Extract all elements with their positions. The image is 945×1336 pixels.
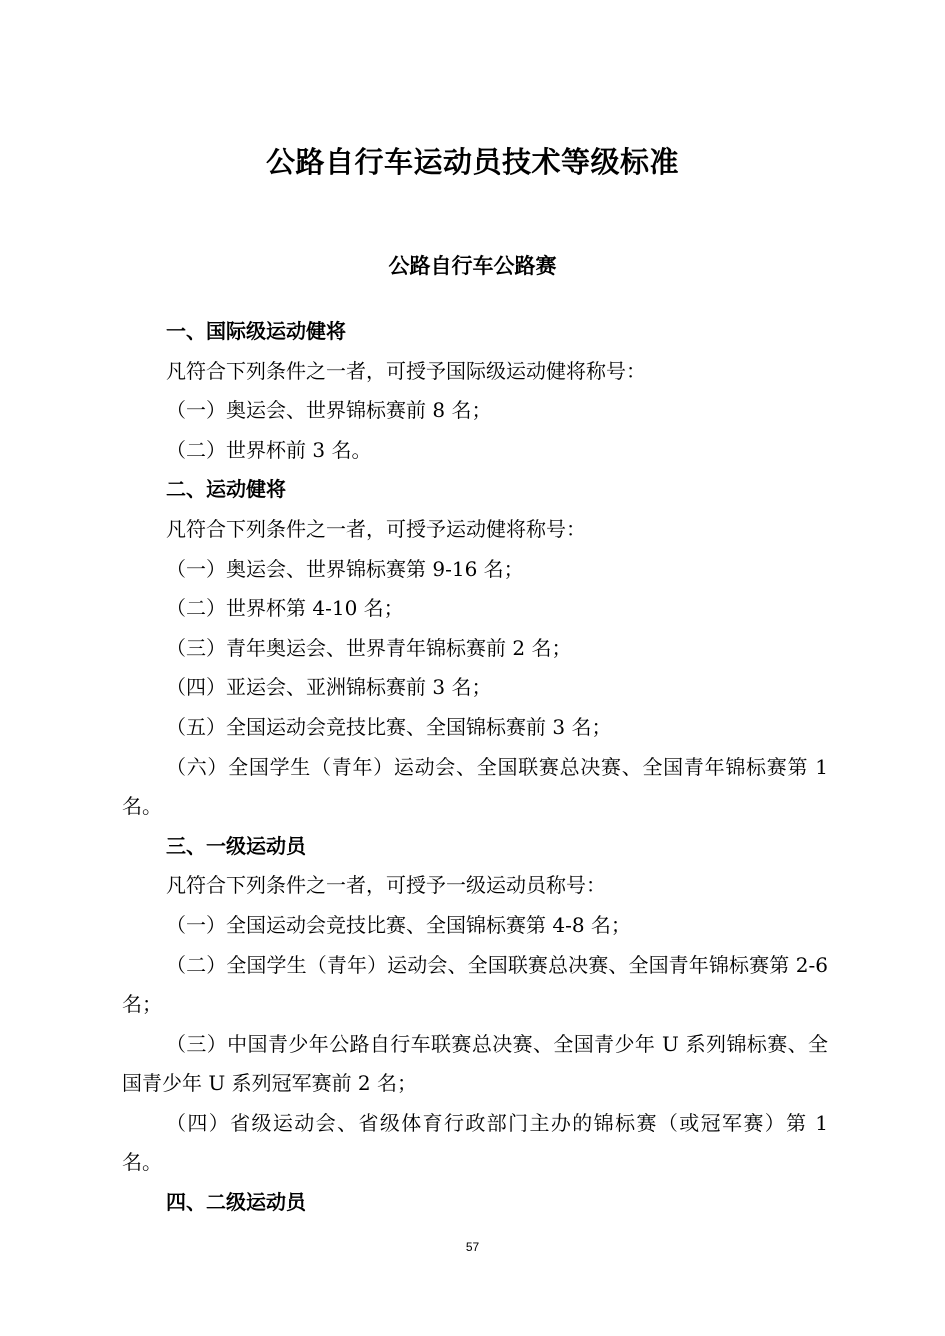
document-subtitle: 公路自行车公路赛 — [388, 253, 557, 278]
paragraph: （六）全国学生（青年）运动会、全国联赛总决赛、全国青年锦标赛第 1 名。 — [122, 754, 828, 819]
document-title: 公路自行车运动员技术等级标准 — [265, 145, 679, 179]
paragraph: （四）省级运动会、省级体育行政部门主办的锦标赛（或冠军赛）第 1 名。 — [122, 1110, 828, 1175]
paragraph: （二）世界杯前 3 名。 — [166, 437, 372, 462]
paragraph: （二）全国学生（青年）运动会、全国联赛总决赛、全国青年锦标赛第 2-6 名； — [122, 952, 828, 1017]
paragraph: 凡符合下列条件之一者，可授予国际级运动健将称号： — [166, 358, 646, 383]
section-heading: 二、运动健将 — [166, 477, 286, 502]
paragraph: （一）奥运会、世界锦标赛第 9-16 名； — [166, 556, 524, 581]
paragraph: （一）全国运动会竞技比赛、全国锦标赛第 4-8 名； — [166, 912, 631, 937]
section-heading: 四、二级运动员 — [166, 1190, 306, 1215]
paragraph: （一）奥运会、世界锦标赛前 8 名； — [166, 398, 492, 423]
section-heading: 一、国际级运动健将 — [166, 319, 346, 343]
paragraph: （五）全国运动会竞技比赛、全国锦标赛前 3 名； — [166, 714, 612, 739]
section-heading: 三、一级运动员 — [166, 833, 306, 858]
paragraph: （二）世界杯第 4-10 名； — [166, 596, 404, 621]
document-body — [122, 312, 828, 1223]
paragraph: （三）青年奥运会、世界青年锦标赛前 2 名； — [166, 635, 572, 660]
paragraph: （三）中国青少年公路自行车联赛总决赛、全国青少年 U 系列锦标赛、全国青少年 U 系列冠军赛前 2 名； — [122, 1031, 828, 1096]
page-number: 57 — [465, 1240, 480, 1254]
paragraph: 凡符合下列条件之一者，可授予一级运动员称号： — [166, 873, 606, 898]
paragraph: （四）亚运会、亚洲锦标赛前 3 名； — [166, 675, 492, 700]
paragraph: 凡符合下列条件之一者，可授予运动健将称号： — [166, 516, 586, 541]
